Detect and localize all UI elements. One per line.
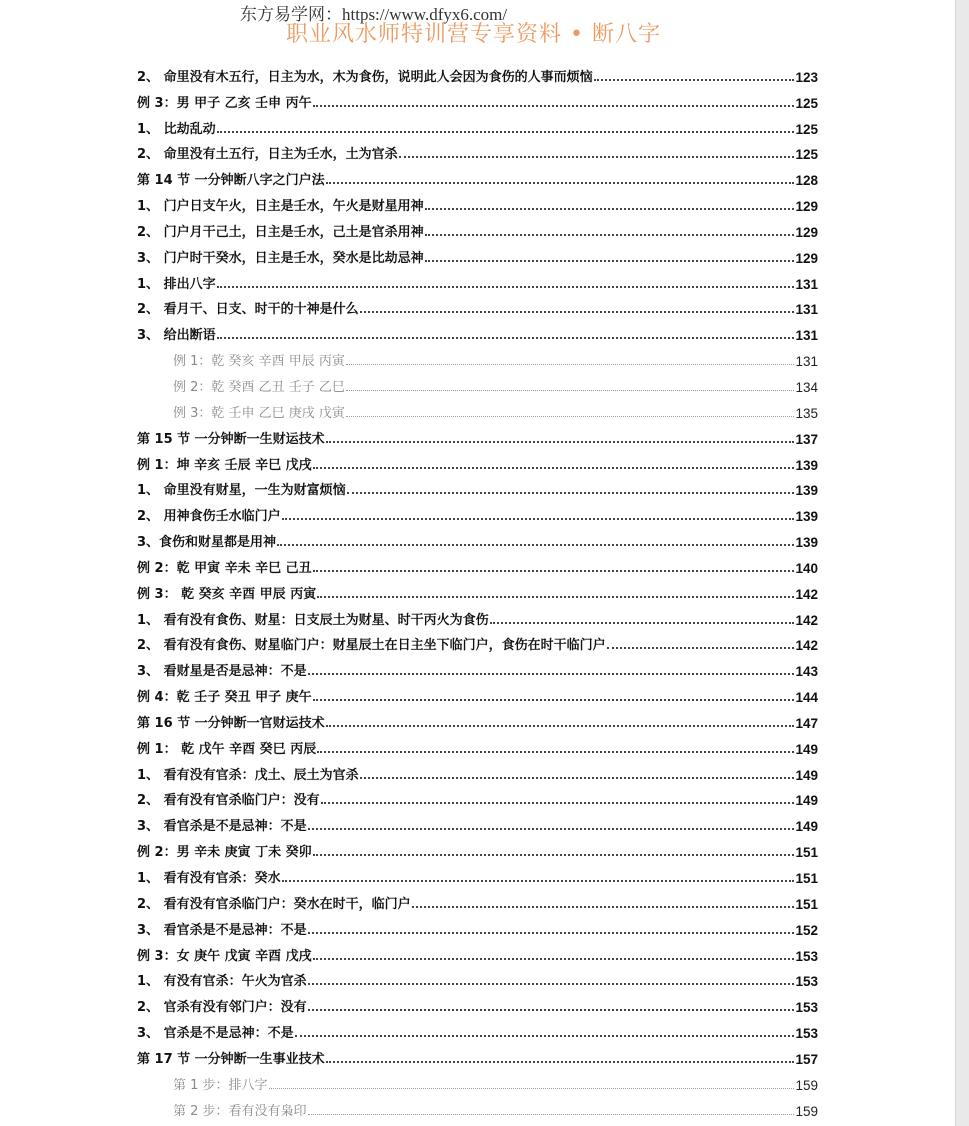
toc-dot-leader: [308, 983, 795, 985]
toc-dot-leader: [295, 1035, 795, 1037]
toc-dot-leader: [425, 208, 795, 210]
toc-entry[interactable]: [137, 476, 818, 502]
toc-entry-label: 2、 看有没有官杀临门户：没有: [137, 793, 320, 809]
toc-entry[interactable]: [137, 631, 818, 657]
toc-entry-label: 2、 用神食伤壬水临门户: [137, 509, 281, 525]
toc-entry-label: 1、 门户日支午火，日主是壬水，午火是财星用神: [137, 199, 424, 215]
toc-dot-leader: [326, 182, 795, 184]
toc-dot-leader: [308, 673, 795, 675]
toc-entry[interactable]: [137, 217, 818, 243]
toc-dot-leader: [217, 337, 795, 339]
toc-page-number: 153: [795, 1000, 818, 1016]
toc-entry[interactable]: [137, 786, 818, 812]
toc-page-number: 131: [795, 328, 818, 344]
toc-entry[interactable]: [137, 450, 818, 476]
toc-entry[interactable]: [137, 1070, 818, 1096]
toc-page-number: 152: [795, 922, 818, 938]
toc-entry-label: 1、 有没有官杀：午火为官杀: [137, 974, 307, 990]
toc-entry-label: 第 2 步：看有没有枭印: [173, 1103, 307, 1119]
toc-entry-label: 1、 排出八字: [137, 276, 216, 292]
toc-entry[interactable]: [137, 424, 818, 450]
toc-dot-leader: [346, 364, 795, 365]
toc-entry-label: 例 2：乾 癸酉 乙丑 壬子 乙巳: [173, 379, 345, 395]
toc-entry-label: 第 15 节 一分钟断一生财运技术: [137, 431, 325, 447]
toc-page-number: 131: [795, 302, 818, 318]
toc-entry-label: 2、 官杀有没有邻门户：没有: [137, 1000, 307, 1016]
toc-dot-leader: [308, 1114, 795, 1115]
toc-page-number: 139: [795, 483, 818, 499]
toc-page-number: 131: [795, 276, 818, 292]
toc-page-number: 140: [795, 560, 818, 576]
toc-page-number: 139: [795, 535, 818, 551]
toc-dot-leader: [425, 234, 795, 236]
toc-dot-leader: [594, 79, 795, 81]
toc-dot-leader: [313, 699, 795, 701]
toc-dot-leader: [313, 105, 795, 107]
toc-entry[interactable]: [137, 243, 818, 269]
page-header-title: 职业风水师特训营专享资料 • 断八字: [286, 22, 661, 47]
toc-entry-label: 例 2：男 辛未 庚寅 丁未 癸卯: [137, 845, 312, 861]
toc-entry[interactable]: [137, 1018, 818, 1044]
toc-page-number: 129: [795, 224, 818, 240]
toc-entry-label: 例 3：乾 壬申 乙巳 庚戌 戊寅: [173, 405, 345, 421]
toc-entry[interactable]: [137, 88, 818, 114]
toc-dot-leader: [326, 441, 795, 443]
toc-dot-leader: [425, 260, 795, 262]
toc-entry[interactable]: [137, 837, 818, 863]
toc-dot-leader: [317, 596, 794, 598]
toc-page-number: 153: [795, 948, 818, 964]
toc-page-number: 149: [795, 793, 818, 809]
toc-entry[interactable]: [137, 191, 818, 217]
toc-page-number: 151: [795, 896, 818, 912]
toc-entry-label: 例 1：乾 癸亥 辛酉 甲辰 丙寅: [173, 354, 345, 370]
toc-entry-label: 2、 看月干、日支、时干的十神是什么: [137, 302, 359, 318]
toc-page-number: 142: [795, 638, 818, 654]
toc-entry-label: 2、 命里没有木五行，日主为水，木为食伤，说明此人会因为食伤的人事而烦恼: [137, 69, 593, 85]
toc-entry-label: 1、 看有没有官杀：癸水: [137, 871, 281, 886]
toc-entry-label: 2、 看有没有食伤、财星临门户：财星辰土在日主坐下临门户，食伤在时干临门户: [137, 638, 606, 654]
toc-entry[interactable]: [137, 398, 818, 424]
toc-entry[interactable]: [137, 992, 818, 1018]
toc-entry-label: 例 4：乾 壬子 癸丑 甲子 庚午: [137, 690, 312, 706]
toc-dot-leader: [313, 854, 795, 856]
toc-dot-leader: [269, 1088, 795, 1089]
toc-entry-label: 3、 给出断语: [137, 328, 216, 344]
toc-entry-label: 3、 官杀是不是忌神：不是: [137, 1026, 294, 1042]
toc-entry[interactable]: [137, 140, 818, 166]
toc-entry[interactable]: [137, 269, 818, 295]
toc-entry[interactable]: [137, 165, 818, 191]
toc-dot-leader: [217, 286, 795, 288]
toc-entry-label: 3、 门户时干癸水，日主是壬水，癸水是比劫忌神: [137, 250, 424, 266]
toc-page-number: 159: [795, 1077, 818, 1093]
toc-entry[interactable]: [137, 553, 818, 579]
toc-page-number: 129: [795, 250, 818, 266]
toc-entry-label: 1、 看有没有官杀：戊土、辰土为官杀: [137, 767, 359, 783]
toc-dot-leader: [346, 416, 795, 417]
toc-entry-label: 第 14 节 一分钟断八字之门户法: [137, 173, 325, 189]
toc-entry[interactable]: [137, 941, 818, 967]
toc-entry-label: 2、 看有没有官杀临门户：癸水在时干，临门户: [137, 896, 411, 912]
toc-entry-label: 1、 比劫乱动: [137, 121, 216, 137]
toc-entry[interactable]: [137, 579, 818, 605]
toc-page-number: 128: [795, 173, 818, 189]
toc-page-number: 139: [795, 509, 818, 525]
toc-entry[interactable]: [137, 656, 818, 682]
toc-entry-label: 第 1 步：排八字: [173, 1077, 268, 1093]
toc-entry[interactable]: [137, 346, 818, 372]
toc-page-number: 123: [795, 69, 818, 85]
toc-page-number: 144: [795, 690, 818, 706]
toc-page-number: 139: [795, 457, 818, 473]
toc-dot-leader: [326, 1061, 795, 1063]
toc-dot-leader: [313, 958, 795, 960]
toc-dot-leader: [326, 725, 795, 727]
toc-dot-leader: [308, 828, 795, 830]
toc-dot-leader: [347, 492, 795, 494]
toc-entry[interactable]: [137, 915, 818, 941]
toc-dot-leader: [490, 622, 795, 624]
toc-entry[interactable]: [137, 708, 818, 734]
toc-dot-leader: [277, 544, 794, 546]
toc-page-number: 134: [795, 379, 818, 395]
toc-entry[interactable]: [137, 1044, 818, 1070]
table-of-contents: [137, 62, 818, 1122]
toc-dot-leader: [321, 802, 795, 804]
toc-page-number: 147: [795, 715, 818, 731]
toc-entry[interactable]: [137, 889, 818, 915]
toc-page-number: 157: [795, 1051, 818, 1067]
toc-dot-leader: [313, 570, 795, 572]
toc-entry-label: 例 3：男 甲子 乙亥 壬申 丙午: [137, 95, 312, 111]
toc-page-number: 129: [795, 199, 818, 215]
watermark-text: 东方易学网：https://www.dfyx6.com/: [240, 5, 508, 24]
toc-page-number: 149: [795, 819, 818, 835]
toc-page-number: 149: [795, 767, 818, 783]
toc-entry[interactable]: [137, 320, 818, 346]
toc-page-number: 125: [795, 121, 818, 137]
toc-dot-leader: [217, 131, 795, 133]
toc-page-number: 125: [795, 95, 818, 111]
toc-dot-leader: [308, 1009, 795, 1011]
toc-page-number: 159: [795, 1103, 818, 1119]
toc-entry[interactable]: [137, 967, 818, 993]
toc-entry-label: 1、 命里没有财星，一生为财富烦恼: [137, 483, 346, 499]
vertical-scrollbar[interactable]: [955, 0, 969, 1126]
toc-entry-label: 第 16 节 一分钟断一官财运技术: [137, 715, 325, 731]
toc-entry[interactable]: [137, 501, 818, 527]
toc-page-number: 153: [795, 974, 818, 990]
toc-dot-leader: [412, 906, 795, 908]
toc-entry[interactable]: [137, 62, 818, 88]
toc-dot-leader: [360, 311, 795, 313]
toc-entry[interactable]: [137, 734, 818, 760]
toc-entry-label: 2、 命里没有土五行，日主为壬水，土为官杀: [137, 147, 398, 163]
toc-entry-label: 例 1： 乾 戊午 辛酉 癸巳 丙辰: [137, 741, 317, 757]
toc-entry-label: 例 3： 乾 癸亥 辛酉 甲辰 丙寅: [137, 586, 317, 602]
toc-entry[interactable]: [137, 372, 818, 398]
toc-entry[interactable]: [137, 605, 818, 631]
toc-dot-leader: [360, 777, 795, 779]
toc-dot-leader: [399, 156, 795, 158]
toc-page-number: 131: [795, 354, 818, 370]
toc-entry[interactable]: [137, 527, 818, 553]
toc-entry-label: 1、 看有没有食伤、财星：日支辰土为财星、时干丙火为食伤: [137, 612, 489, 628]
toc-entry-label: 3、 看官杀是不是忌神：不是: [137, 819, 307, 835]
toc-entry[interactable]: [137, 1096, 818, 1122]
toc-page-number: 151: [795, 871, 818, 886]
toc-entry-label: 例 1：坤 辛亥 壬辰 辛巳 戊戌: [137, 457, 312, 473]
toc-entry[interactable]: [137, 295, 818, 321]
toc-page-number: 125: [795, 147, 818, 163]
toc-entry[interactable]: [137, 682, 818, 708]
toc-dot-leader: [313, 467, 795, 469]
toc-dot-leader: [282, 880, 795, 882]
toc-entry[interactable]: [137, 114, 818, 140]
toc-entry[interactable]: [137, 863, 818, 889]
toc-entry-label: 3、 看财星是否是忌神：不是: [137, 664, 307, 680]
toc-entry[interactable]: [137, 811, 818, 837]
toc-page-number: 143: [795, 664, 818, 680]
toc-entry[interactable]: [137, 760, 818, 786]
toc-page-number: 135: [795, 405, 818, 421]
toc-entry-label: 2、 门户月干己土，日主是壬水，己土是官杀用神: [137, 224, 424, 240]
toc-page-number: 151: [795, 845, 818, 861]
toc-entry-label: 例 2：乾 甲寅 辛未 辛巳 己丑: [137, 560, 312, 576]
toc-dot-leader: [317, 751, 794, 753]
toc-dot-leader: [346, 390, 795, 391]
toc-entry-label: 例 3：女 庚午 戊寅 辛酉 戊戌: [137, 948, 312, 964]
toc-page-number: 153: [795, 1026, 818, 1042]
toc-page-number: 142: [795, 612, 818, 628]
toc-dot-leader: [282, 518, 795, 520]
toc-page-number: 142: [795, 586, 818, 602]
toc-dot-leader: [607, 647, 795, 649]
toc-page-number: 137: [795, 431, 818, 447]
toc-entry-label: 3、食伤和财星都是用神: [137, 535, 277, 551]
toc-dot-leader: [308, 932, 795, 934]
toc-entry-label: 3、 看官杀是不是忌神：不是: [137, 922, 307, 938]
toc-page-number: 149: [795, 741, 818, 757]
toc-entry-label: 第 17 节 一分钟断一生事业技术: [137, 1051, 325, 1067]
